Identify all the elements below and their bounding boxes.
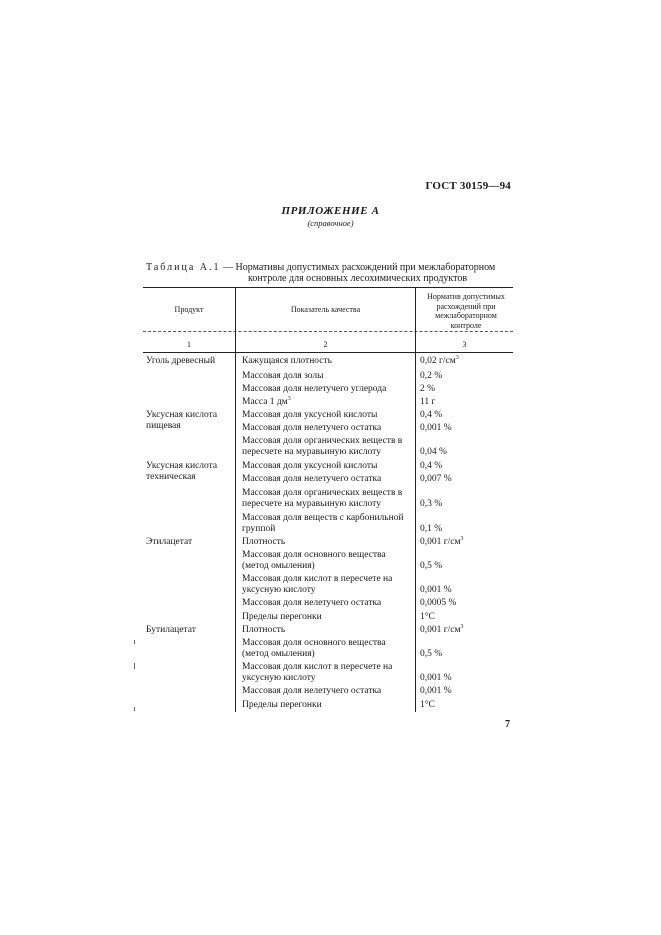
table-cell-product: Бутилацетат — [146, 625, 196, 635]
table-cell-value: 0,007 % — [420, 474, 452, 484]
table-cell-indicator: Массовая доля нелетучего остатка — [242, 474, 382, 484]
table-cell-indicator: Пределы перегонки — [242, 612, 322, 622]
table-cell-indicator: Кажущаяся плотность — [242, 356, 332, 366]
table-cell-indicator: Массовая доля золы — [242, 371, 324, 381]
value-text: 0,001 г/см — [420, 537, 461, 547]
table-cell-value: 0,3 % — [420, 499, 443, 509]
appendix-title: ПРИЛОЖЕНИЕ А — [281, 205, 380, 217]
table-cell-indicator: Массовая доля основного вещества (метод омыления) — [242, 550, 386, 571]
header-bottom-rule — [143, 352, 513, 353]
column-divider-1 — [235, 287, 236, 712]
table-cell-value: 0,5 % — [420, 561, 443, 571]
table-cell-value — [420, 356, 510, 367]
column-divider-2 — [415, 287, 416, 712]
table-cell-product: Уксусная кислота техническая — [146, 461, 218, 482]
column-number-1: 1 — [187, 340, 191, 349]
value-superscript: 3 — [455, 354, 459, 361]
table-label: Таблица А.1 — [146, 262, 221, 273]
table-cell-indicator: Пределы перегонки — [242, 700, 322, 710]
column-number-3: 3 — [462, 340, 467, 349]
header-norm: Норматив допустимых расхождений при межлабораторном контроле — [427, 292, 505, 330]
table-cell-value: 0,001 % — [420, 585, 452, 595]
table-cell-value: 0,0005 % — [420, 598, 457, 608]
scan-mark — [134, 640, 135, 644]
table-cell-value: 1°С — [420, 612, 435, 622]
table-cell-product: Уголь древесный — [146, 356, 216, 366]
table-cell-value: 0,2 % — [420, 371, 443, 381]
table-cell-value — [420, 625, 510, 636]
table-cell-value: 2 % — [420, 384, 436, 394]
value-superscript: 3 — [460, 535, 464, 542]
appendix-subtitle: (справочное) — [307, 218, 354, 228]
table-cell-value: 0,4 % — [420, 410, 443, 420]
table-cell-indicator: Массовая доля нелетучего остатка — [242, 598, 382, 608]
table-cell-value: 11 г — [420, 397, 436, 407]
value-text: 0,02 г/см — [420, 356, 456, 366]
header-indicator: Показатель качества — [290, 305, 361, 314]
table-cell-value: 0,001 % — [420, 423, 452, 433]
column-number-2: 2 — [323, 340, 328, 349]
table-cell-indicator: Массовая доля нелетучего остатка — [242, 423, 382, 433]
table-cell-value: 1°С — [420, 700, 435, 710]
document-code: ГОСТ 30159—94 — [425, 180, 511, 192]
scan-mark — [134, 663, 135, 669]
table-cell-value: 0,1 % — [420, 524, 443, 534]
page-number: 7 — [505, 719, 510, 730]
table-cell-product: Уксусная кислота пищевая — [146, 410, 218, 431]
table-caption — [146, 262, 526, 284]
table-title-line2: контроле для основных лесохимических продуктов — [248, 273, 468, 284]
table-cell-indicator: Массовая доля уксусной кислоты — [242, 410, 378, 420]
table-cell-indicator: Массовая доля нелетучего остатка — [242, 686, 382, 696]
table-cell-indicator: Массовая доля органических веществ в пересчете на муравьиную кислоту — [242, 436, 403, 457]
header-product: Продукт — [174, 305, 204, 314]
appendix-heading — [0, 205, 661, 228]
table-cell-value: 0,04 % — [420, 447, 447, 457]
indicator-text: Масса 1 дм — [242, 397, 288, 407]
table-cell-indicator: Массовая доля основного вещества (метод омыления) — [242, 638, 386, 659]
table-cell-indicator: Массовая доля кислот в пересчете на уксусную кислоту — [242, 662, 393, 683]
table-cell-product: Этилацетат — [146, 537, 193, 547]
scan-mark — [134, 707, 135, 711]
value-text: 0,001 г/см — [420, 625, 461, 635]
indicator-superscript: 3 — [287, 395, 291, 402]
table-cell-indicator: Плотность — [242, 625, 286, 635]
table-cell-indicator: Плотность — [242, 537, 286, 547]
table-cell-indicator: Массовая доля нелетучего углерода — [242, 384, 387, 394]
table-cell-indicator: Массовая доля уксусной кислоты — [242, 461, 378, 471]
table-top-rule — [143, 287, 513, 288]
table-cell-indicator — [242, 397, 412, 408]
value-superscript: 3 — [460, 623, 464, 630]
table-cell-indicator: Массовая доля веществ с карбонильной группой — [242, 513, 404, 534]
table-cell-indicator: Массовая доля кислот в пересчете на уксусную кислоту — [242, 574, 393, 595]
table-cell-value — [420, 537, 510, 548]
table-cell-indicator: Массовая доля органических веществ в пересчете на муравьиную кислоту — [242, 488, 403, 509]
table-title-line1: — Нормативы допустимых расхождений при межлабораторном — [220, 262, 496, 273]
header-dashed-rule — [143, 331, 513, 332]
table-cell-value: 0,001 % — [420, 686, 452, 696]
table-cell-value: 0,5 % — [420, 649, 443, 659]
table-cell-value: 0,4 % — [420, 461, 443, 471]
table-cell-value: 0,001 % — [420, 673, 452, 683]
